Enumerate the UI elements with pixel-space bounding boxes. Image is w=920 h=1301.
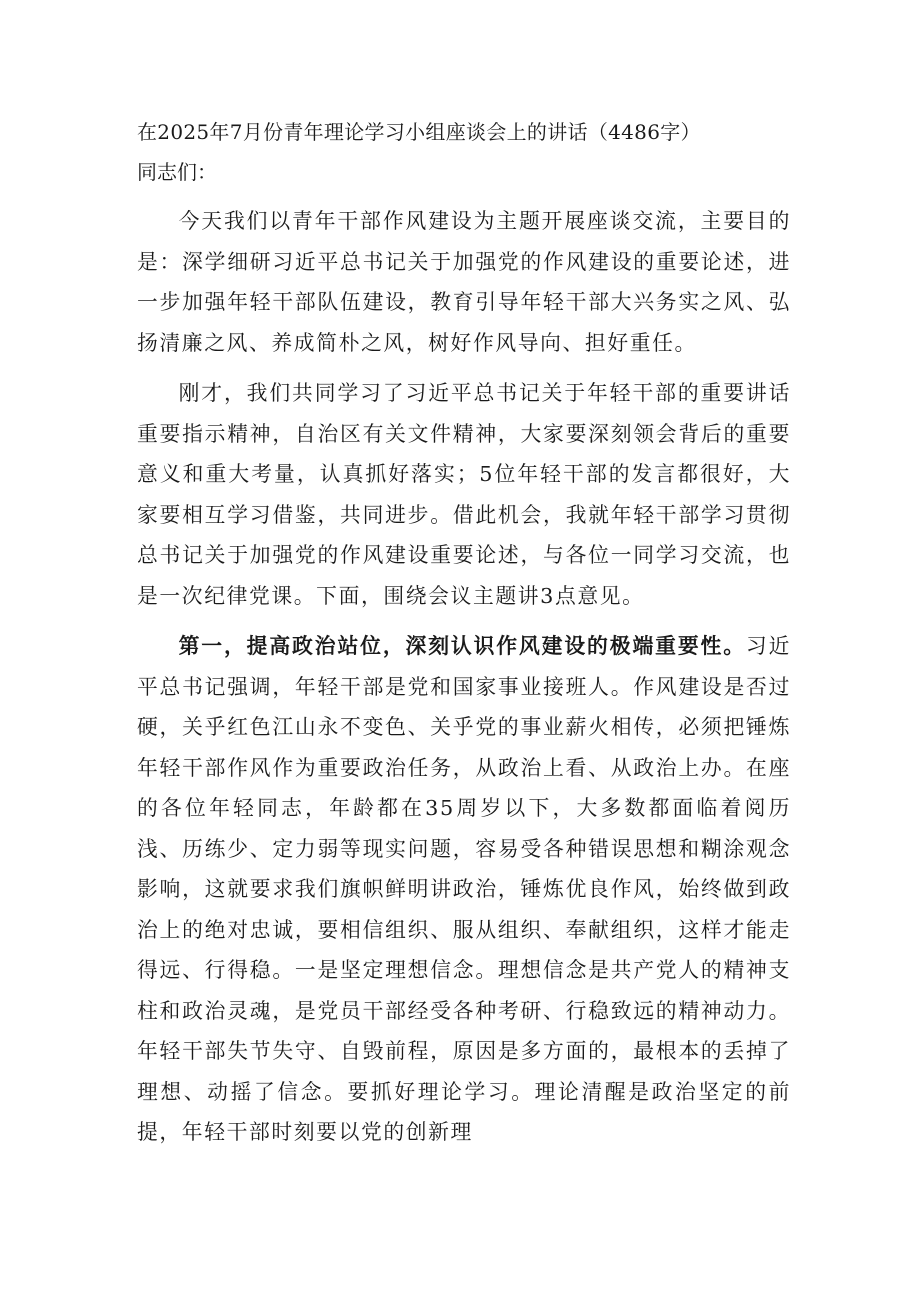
paragraph-text: 刚才，我们共同学习了习近平总书记关于年轻干部的重要讲话重要指示精神，自治区有关文件精神，大家要深刻领会背后的重要意义和重大考量，认真抓好落实；5位年轻干部的发言都很好，大家要相互学习借鉴，共同进步。借此机会，我就年轻干部学习贯彻总书记关于加强党的作风建设重要论述，与各位一同学习交流，也是一次纪律党课。下面，围绕会议主题讲3点意见。	[137, 381, 791, 608]
paragraph-text: 习近平总书记强调，年轻干部是党和国家事业接班人。作风建设是否过硬，关乎红色江山永不变色、关乎党的事业薪火相传，必须把锤炼年轻干部作风作为重要政治任务，从政治上看、从政治上办。在座的各位年轻同志，年龄都在35周岁以下，大多数都面临着阅历浅、历练少、定力弱等现实问题，容易受各种错误思想和糊涂观念影响，这就要求我们旗帜鲜明讲政治，锤炼优良作风，始终做到政治上的绝对忠诚，要相信组织、服从组织、奉献组织，这样才能走得远、行得稳。一是坚定理想信念。理想信念是共产党人的精神支柱和政治灵魂，是党员干部经受各种考研、行稳致远的精神动力。年轻干部失节失守、自毁前程，原因是多方面的，最根本的丢掉了理想、动摇了信念。要抓好理论学习。理论清醒是政治坚定的前提，年轻干部时刻要以党的创新理	[137, 634, 791, 1144]
paragraph-lead-heading: 第一，提高政治站位，深刻认识作风建设的极端重要性。	[178, 633, 746, 658]
paragraph-text: 今天我们以青年干部作风建设为主题开展座谈交流，主要目的是：深学细研习近平总书记关于加强党的作风建设的重要论述，进一步加强年轻干部队伍建设，教育引导年轻干部大兴务实之风、弘扬清廉之风、养成简朴之风，树好作风导向、担好重任。	[137, 209, 791, 355]
document-title: 在2025年7月份青年理论学习小组座谈会上的讲话（4486字）	[137, 120, 701, 144]
paragraph-review	[137, 373, 791, 616]
document-body	[137, 118, 791, 1153]
salutation: 同志们：	[137, 160, 217, 184]
paragraph-intro	[137, 201, 791, 363]
paragraph-point-one	[137, 626, 791, 1153]
